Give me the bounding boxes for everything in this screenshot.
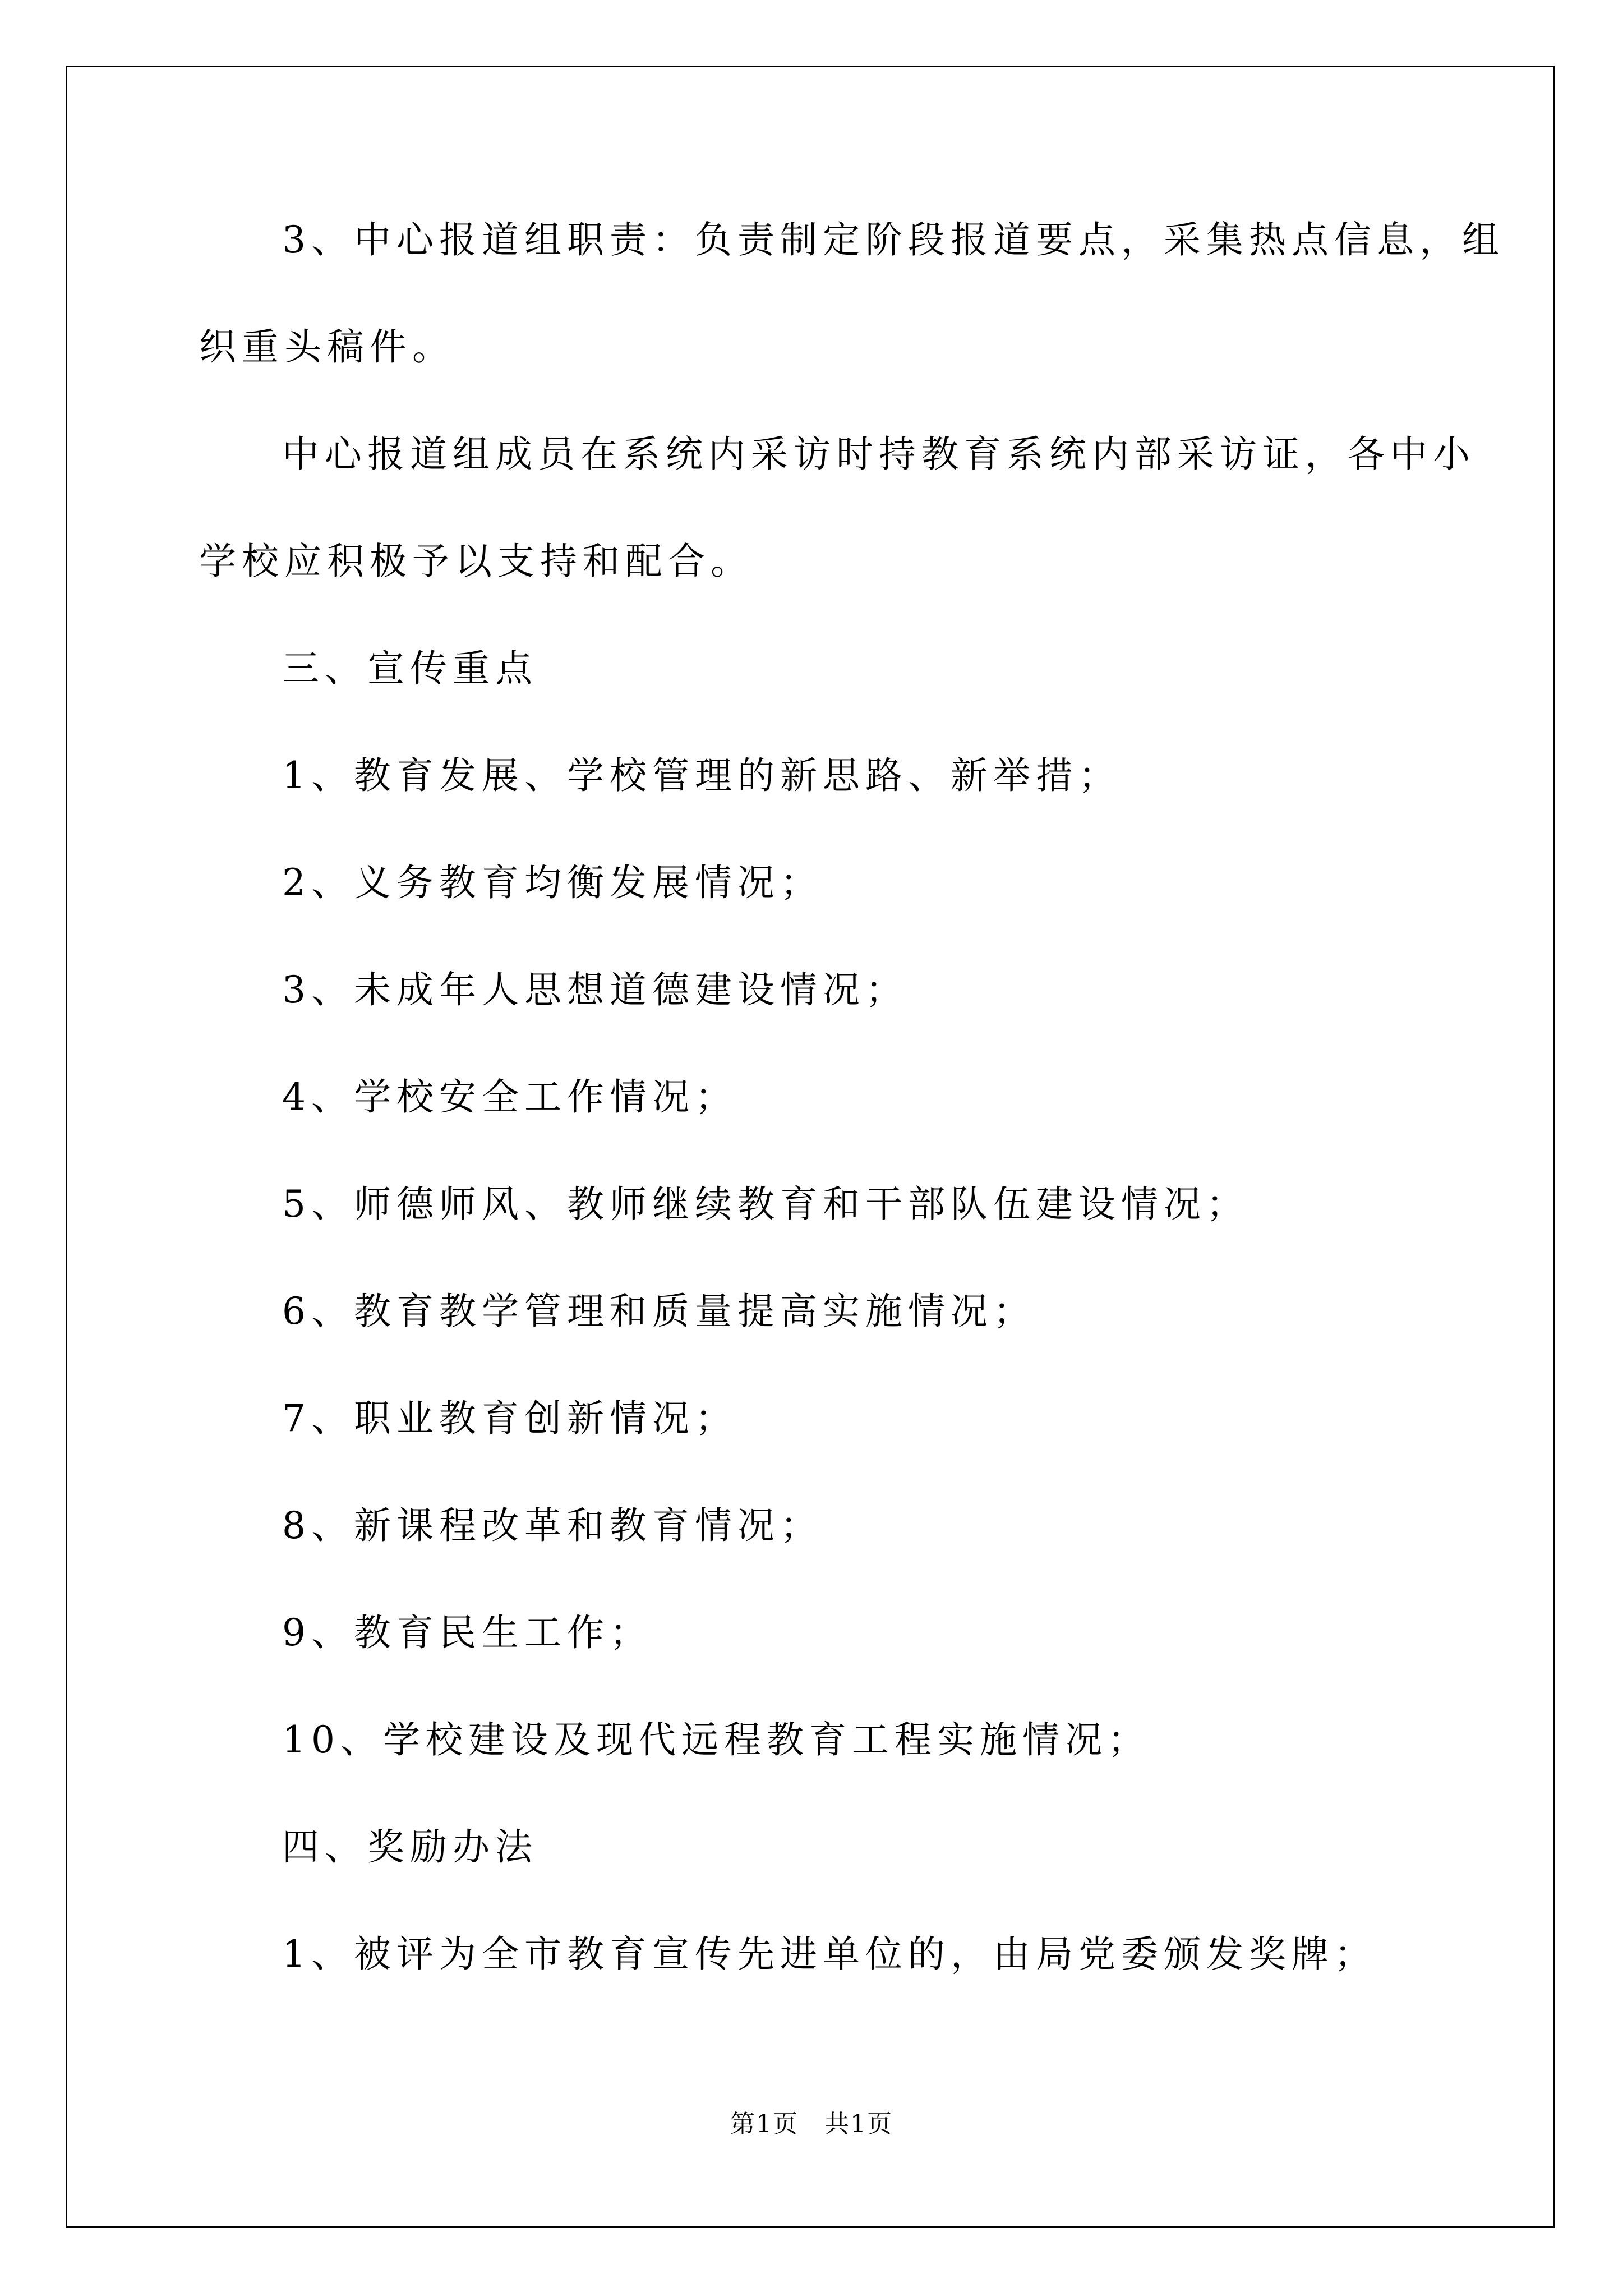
list-item: 7、职业教育创新情况； — [282, 1397, 737, 1440]
list-item: 8、新课程改革和教育情况； — [282, 1504, 823, 1547]
paragraph-line: 织重头稿件。 — [199, 325, 455, 369]
list-item: 1、被评为全市教育宣传先进单位的，由局党委颁发奖牌； — [282, 1932, 1377, 1976]
paragraph-line: 学校应积极予以支持和配合。 — [199, 540, 753, 583]
list-item: 6、教育教学管理和质量提高实施情况； — [282, 1290, 1036, 1333]
list-item: 3、未成年人思想道德建设情况； — [282, 968, 908, 1011]
page-footer: 第1页 共1页 — [730, 2110, 893, 2138]
paragraph-line: 3、中心报道组职责：负责制定阶段报道要点，采集热点信息，组 — [282, 218, 1505, 261]
paragraph-line: 中心报道组成员在系统内采访时持教育系统内部采访证，各中小 — [282, 432, 1476, 476]
list-item: 4、学校安全工作情况； — [282, 1075, 737, 1119]
list-item: 1、教育发展、学校管理的新思路、新举措； — [282, 754, 1121, 797]
list-item: 2、义务教育均衡发展情况； — [282, 861, 823, 904]
list-item: 5、师德师风、教师继续教育和干部队伍建设情况； — [282, 1182, 1249, 1226]
section-heading: 三、宣传重点 — [282, 647, 538, 690]
document-body — [199, 218, 1505, 2043]
list-item: 9、教育民生工作； — [282, 1611, 652, 1654]
section-heading: 四、奖励办法 — [282, 1825, 538, 1869]
list-item: 10、学校建设及现代远程教育工程实施情况； — [282, 1718, 1150, 1761]
